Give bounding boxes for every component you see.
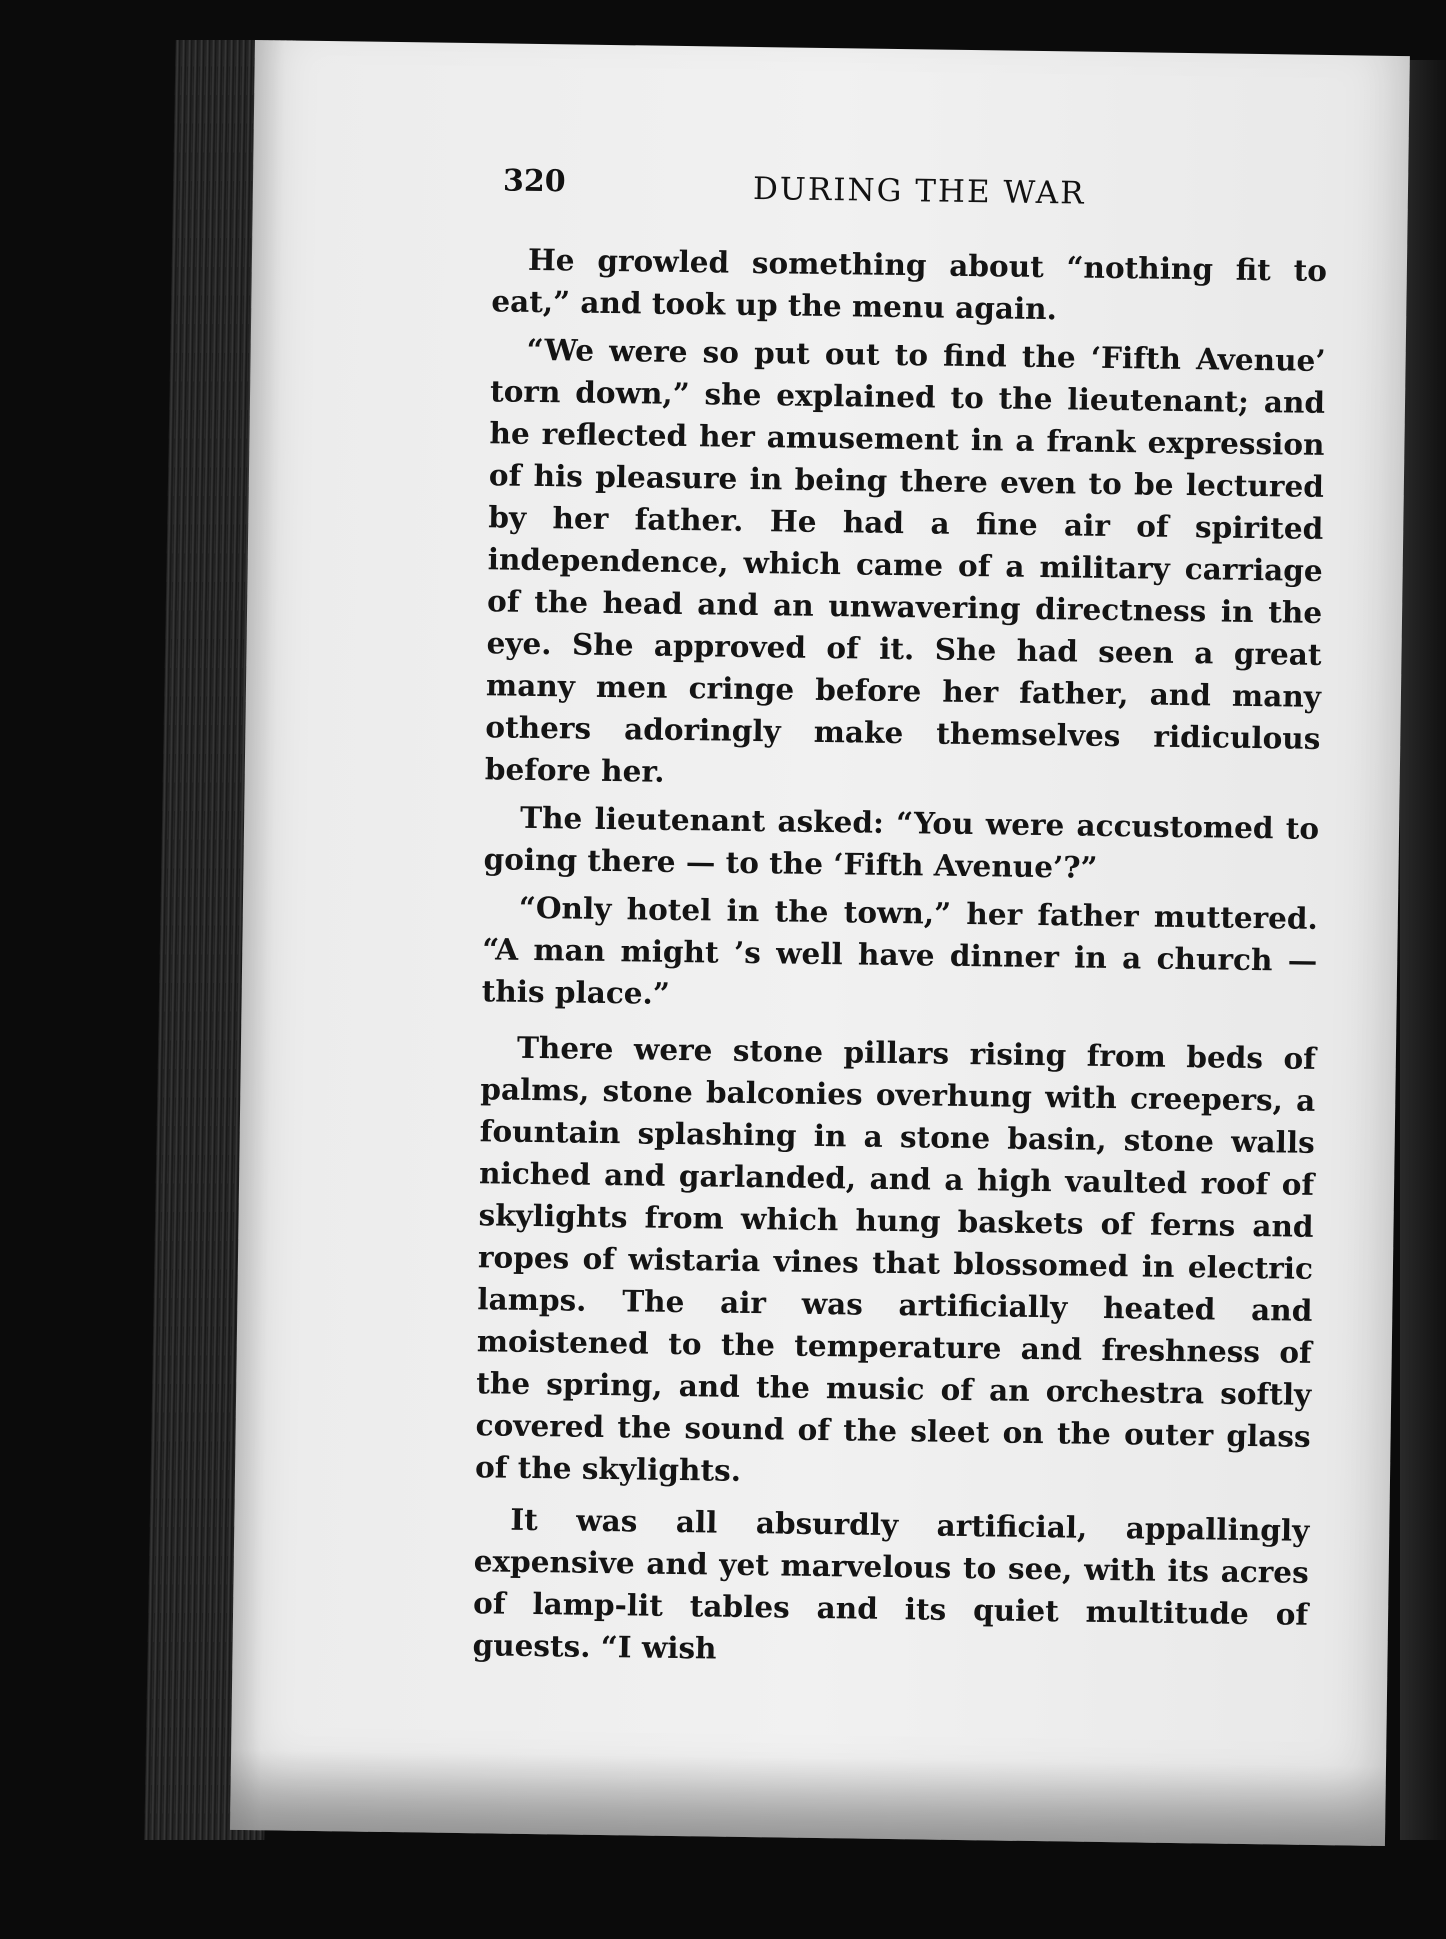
page-bottom-shadow — [230, 1750, 1386, 1846]
paragraph: “Only hotel in the town,” her father muttered. “A man might ’s well have dinner in a church — this place.” — [481, 889, 1319, 1011]
book-page — [230, 40, 1410, 1846]
paragraph: It was all absurdly artificial, appallingly expensive and yet marvelous to see, with its acres of lamp-lit tables and its quiet multitude of guests. “I wish — [472, 1501, 1310, 1666]
paragraph: “We were so put out to find the ‘Fifth Avenue’ torn down,” she explained to the lieutenant; and he reflected her amusement in a frank expression of his pleasure in being there even to be lectured by her father. He had a fine air of spirited independence, which came of a military carriage of the head and an unwavering directness in the eye. She approved of it. She had seen a great many men cringe before her father, and many others adoringly make themselves ridiculous before her. — [484, 331, 1326, 789]
paragraph: He growled something about “nothing fit to eat,” and took up the menu again. — [491, 241, 1328, 327]
facing-page-edge — [1400, 60, 1446, 1840]
paragraph: There were stone pillars rising from beds of palms, stone balconies overhung with creepers, a fountain splashing in a stone basin, stone walls niched and garlanded, and a high vaulted roof of skylights from which hung baskets of ferns and ropes of wistaria vines that blossomed in electric lamps. The air was artificially heated and moistened to the temperature and freshness of the spring, and the music of an orchestra softly covered the sound of the sleet on the outer glass of the skylights. — [474, 1029, 1317, 1488]
page-header — [502, 163, 1333, 235]
paragraph: The lieutenant asked: “You were accustomed to going there — to the ‘Fifth Avenue’?” — [483, 799, 1320, 885]
page-number: 320 — [502, 163, 566, 200]
running-head: DURING THE WAR — [752, 170, 1086, 212]
body-text — [472, 238, 1327, 1684]
